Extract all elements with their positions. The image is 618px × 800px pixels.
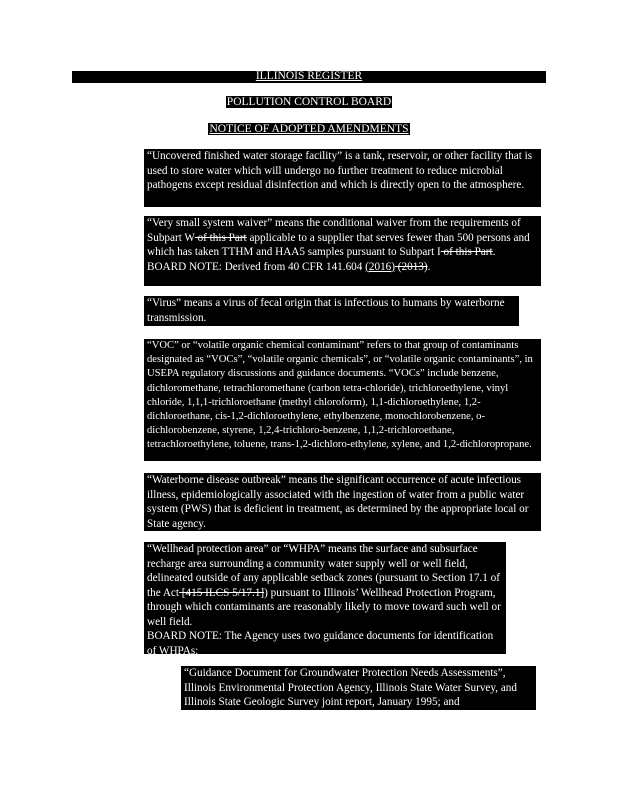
deleted-text: (2013) bbox=[394, 260, 428, 273]
definition-text: “Uncovered finished water storage facility” is a tank, reservoir, or other facility that is used to store water which will undergo no further treatment to reduce microbial pathogens except residual disinfection and which is directly open to the atmosphere. bbox=[147, 150, 533, 191]
deleted-text: of this Part bbox=[440, 246, 493, 258]
guidance-document-item bbox=[181, 666, 536, 710]
definition-wellhead-protection-area bbox=[144, 542, 506, 657]
board-title-line bbox=[0, 96, 618, 109]
text-run: applicable to a supplier that serves fewer than 500 persons and which has taken TTHM and HAA5 samples pursuant to Subpart I bbox=[147, 231, 530, 258]
definition-text: “Waterborne disease outbreak” means the significant occurrence of acute infectious illness, epidemiologically associated with the ingestion of water from a public water system (PWS) that is deficient in treatment, as determined by the appropriate local or State agency. bbox=[147, 474, 529, 530]
deleted-text: [415 ILCS 5/17.1] bbox=[179, 586, 265, 599]
definition-text bbox=[147, 542, 503, 629]
definition-waterborne-outbreak bbox=[144, 473, 541, 531]
text-run: . bbox=[427, 260, 431, 273]
board-note: BOARD NOTE: The Agency uses two guidance documents for identification of WHPAs: bbox=[147, 630, 494, 657]
board-note bbox=[147, 260, 538, 275]
text-run: “Very small system waiver” means the conditional waiver from the requirements of Subpart W bbox=[147, 217, 521, 244]
definition-virus bbox=[144, 296, 519, 326]
definition-text: “VOC” or “volatile organic chemical contaminant” refers to that group of contaminants designated as “VOCs”, “volatile organic chemicals”, or “volatile organic contaminants”, in USEPA regulatory discussions and guidance documents. “VOCs” include benzene, dichloromethane, tetrachloromethane (carbon tetra-chloride), trichloroethylene, vinyl chloride, 1,1,1-trichloroethane (methyl chloroform), 1,1-dichloroethylene, 1,2-dichloroethane, cis-1,2-dichloroethylene, ethylbenzene, monochlorobenzene, o-dichlorobenzene, styrene, 1,2,4-trichloro-benzene, 1,1,2-trichloroethane, tetrachloroethylene, toluene, trans-1,2-dichloro-ethylene, xylene, and 1,2-dichloropropane. bbox=[147, 340, 533, 451]
inserted-text: (2016) bbox=[365, 260, 395, 273]
text-run: . bbox=[492, 246, 496, 258]
text-run: “Wellhead protection area” or “WHPA” means the surface and subsurface recharge area surrounding a community water supply well or well field, delineated outside of any applicable setback zones (pursuant to Section 17.1 of the Act bbox=[147, 543, 500, 599]
register-title: ILLINOIS REGISTER bbox=[255, 70, 363, 82]
definition-text bbox=[147, 216, 538, 260]
definition-text: “Virus” means a virus of fecal origin that is infectious to humans by waterborne transmission. bbox=[147, 297, 505, 324]
definition-very-small-system-waiver bbox=[144, 216, 541, 286]
deleted-text: of this Part bbox=[194, 231, 247, 244]
register-header-bar bbox=[72, 71, 546, 83]
board-title: POLLUTION CONTROL BOARD bbox=[226, 96, 392, 108]
notice-title: NOTICE OF ADOPTED AMENDMENTS bbox=[209, 123, 409, 135]
text-run: ) pursuant to Illinois’ Wellhead Protection Program, through which contaminants are reasonably likely to move toward such well or well field. bbox=[147, 586, 501, 628]
text-run: BOARD NOTE: Derived from 40 CFR 141.604 bbox=[147, 260, 366, 273]
definition-uncovered-storage bbox=[144, 149, 541, 207]
citation-text: “Guidance Document for Groundwater Protection Needs Assessments”, Illinois Environmental Protection Agency, Illinois State Water Survey, and Illinois State Geologic Survey joint report, January 1995; and bbox=[184, 667, 517, 708]
definition-voc bbox=[144, 339, 541, 461]
notice-title-line bbox=[0, 123, 618, 136]
